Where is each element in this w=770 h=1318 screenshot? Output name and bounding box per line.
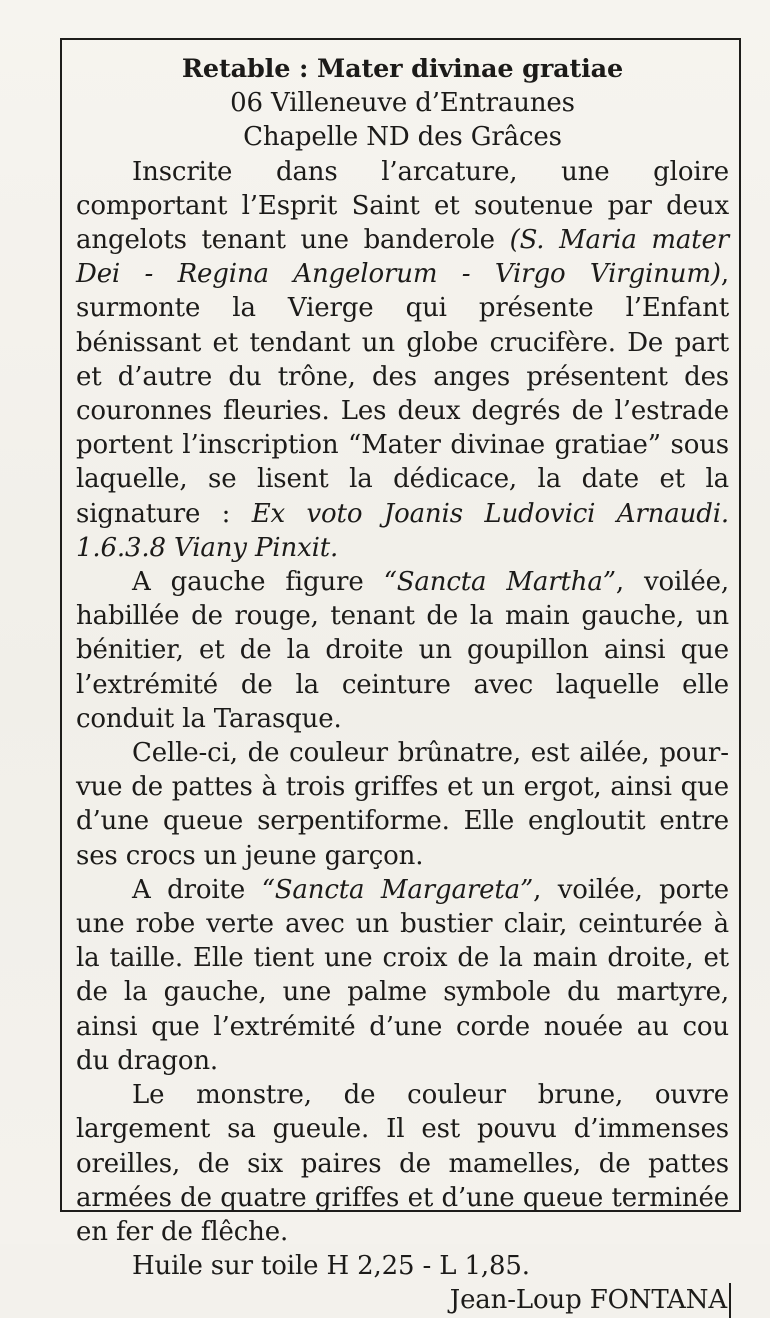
paragraph-description (76, 155, 729, 565)
paragraph-margareta (76, 873, 729, 1078)
article-body (76, 52, 729, 1318)
text-frame (60, 38, 741, 1316)
paragraph-tarasque (76, 736, 729, 873)
text-run: Le monstre, de couleur brune, ouvre largement sa gueule. Il est pouvu d’immenses oreilles, de six paires de mamelles, de pattes armées de quatre griffes et d’une queue terminée en fer de flêche. (76, 1080, 729, 1247)
location-line-1: 06 Villeneuve d’Entraunes (230, 88, 575, 119)
text-run: , voilée, habillée de rouge, tenant de la main gauche, un bénitier, et de la droite un goupillon ainsi que l’extrémité de la ceinture avec laquelle elle conduit la Tarasque. (76, 567, 729, 734)
italic-run: “Sancta Martha” (383, 567, 616, 598)
location-line-2: Chapelle ND des Grâces (243, 122, 562, 153)
paragraph-martha (76, 565, 729, 736)
italic-run: Ex voto Joanis Ludovici Arnaudi. 1.6.3.8 Viany Pinxit. (76, 498, 729, 563)
text-run: Celle-ci, de couleur brûnatre, est ailée, pourvue de pattes à trois griffes et un ergot, ainsi que d’une queue serpentiforme. Elle engloutit entre ses crocs un jeune garçon. (76, 738, 729, 871)
text-run: , voilée, porte une robe verte avec un bustier clair, ceinturée à la taille. Elle tient une croix de la main droite, et de la gauche, une palme symbole du martyre, ainsi que l’extrémité d’une corde nouée au cou du dragon. (76, 874, 729, 1076)
author-name: Jean-Loup FONTANA (450, 1283, 731, 1317)
article-title: Retable : Mater divinae gratiae (181, 54, 624, 84)
text-run: Huile sur toile H 2,25 - L 1,85. (132, 1251, 530, 1282)
text-run: A gauche figure (132, 567, 384, 598)
text-run: A droite (132, 874, 262, 905)
text-run: , surmonte la Vierge qui présente l’Enfant bénissant et tendant un globe crucifère. De part et d’autre du trône, des anges présentent des couronnes fleuries. Les deux degrés de l’estrade portent l’inscription “Mater divinae gratiae” sous laquelle, se lisent la dédicace, la date et la signature : (76, 259, 729, 529)
paragraph-monster (76, 1078, 729, 1249)
italic-run: (S. Maria mater Dei - Regina Angelorum - Virgo Virginum) (76, 225, 729, 290)
italic-run: “Sancta Margareta” (261, 874, 534, 905)
paragraph-medium (76, 1249, 729, 1283)
author-signature (76, 1283, 731, 1317)
text-run: Inscrite dans l’arcature, une gloire comportant l’Esprit Saint et soutenue par deux angelots tenant une banderole (76, 156, 729, 256)
